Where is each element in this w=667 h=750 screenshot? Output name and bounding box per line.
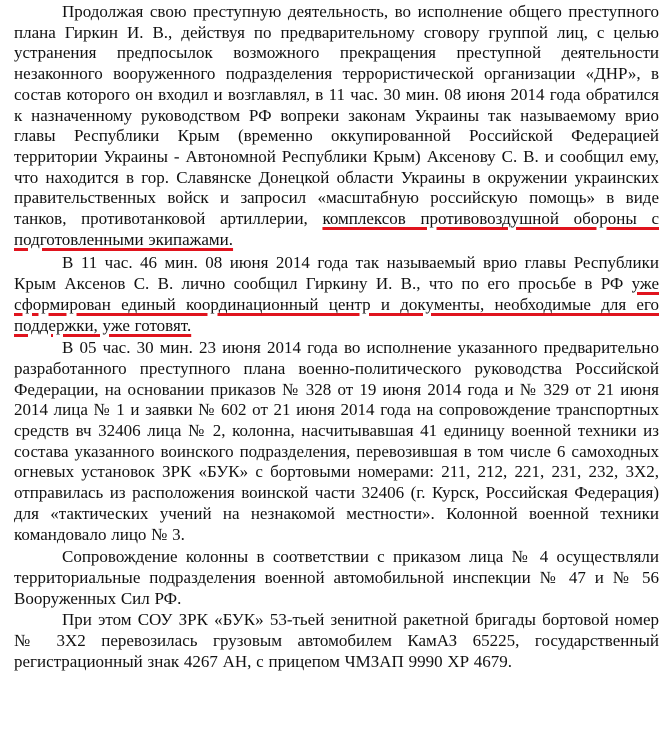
paragraph-convoy-departure — [14, 338, 659, 545]
paragraph-aksenov-reply — [14, 253, 659, 336]
text-segment: Сопровождение колонны в соответствии с приказом лица № 4 осуществляли территориальные подразделения военной автомобильной инспекции № 47 и № 56 Вооруженных Сил РФ. — [14, 547, 659, 608]
text-segment: В 05 час. 30 мин. 23 июня 2014 года во исполнение указанного предварительно разработанного преступного плана военно-политического руководства Российской Федерации, на основании приказов № 328 от 19 июня 2014 года и № 329 от 21 июня 2014 лица № 1 и заявки № 602 от 21 июня 2014 года на сопровождение транспортных средств вч 32406 лица № 2, колонна, насчитывавшая 41 единицу военной техники из состава указанного воинского подразделения, перевозившая в том числе 6 самоходных огневых установок ЗРК «БУК» с бортовыми номерами: 211, 212, 221, 231, 232, 3Х2, отправилась из расположения воинской части 32406 (г. Курск, Российская Федерация) для «тактических учений на незнакомой местности». Колонной военной техники командовало лицо № 3. — [14, 338, 659, 544]
highlighted-text-air-defense: комплексов противовоздушной обороны с подготовленными экипажами. — [14, 209, 659, 249]
highlighted-text-coordination-center: уже сформирован единый координационный центр и документы, необходимые для его поддержки, уже готовят. — [14, 274, 659, 335]
text-segment: При этом СОУ ЗРК «БУК» 53-тьей зенитной ракетной бригады бортовой номер № 3Х2 перевозилась грузовым автомобилем КамАЗ 65225, государственный регистрационный знак 4267 АН, с прицепом ЧМЗАП 9990 ХР 4679. — [14, 610, 659, 671]
paragraph-girkin-request — [14, 2, 659, 250]
text-segment: Продолжая свою преступную деятельность, во исполнение общего преступного плана Гиркин И. В., действуя по предварительному сговору группой лиц, с целью устранения предпосылок возможного прекращения преступной деятельности незаконного вооруженного подразделения террористической организации «ДНР», в состав которого он входил и возглавлял, в 11 час. 30 мин. 08 июня 2014 года обратился к назначенному руководством РФ вопреки законам Украины так называемому врио главы Республики Крым (временно оккупированной Российской Федерацией территории Украины - Автономной Республики Крым) Аксенову С. В. и сообщил ему, что находится в гор. Славянске Донецкой области Украины в окружении украинских правительственных войск и запросил «масштабную российскую помощь» в виде танков, противотанковой артиллерии, — [14, 2, 659, 229]
paragraph-convoy-escort — [14, 547, 659, 609]
paragraph-buk-transport — [14, 610, 659, 672]
text-segment: В 11 час. 46 мин. 08 июня 2014 года так называемый врио главы Республики Крым Аксенов С. В. лично сообщил Гиркину И. В., что по его просьбе в РФ — [14, 253, 659, 294]
